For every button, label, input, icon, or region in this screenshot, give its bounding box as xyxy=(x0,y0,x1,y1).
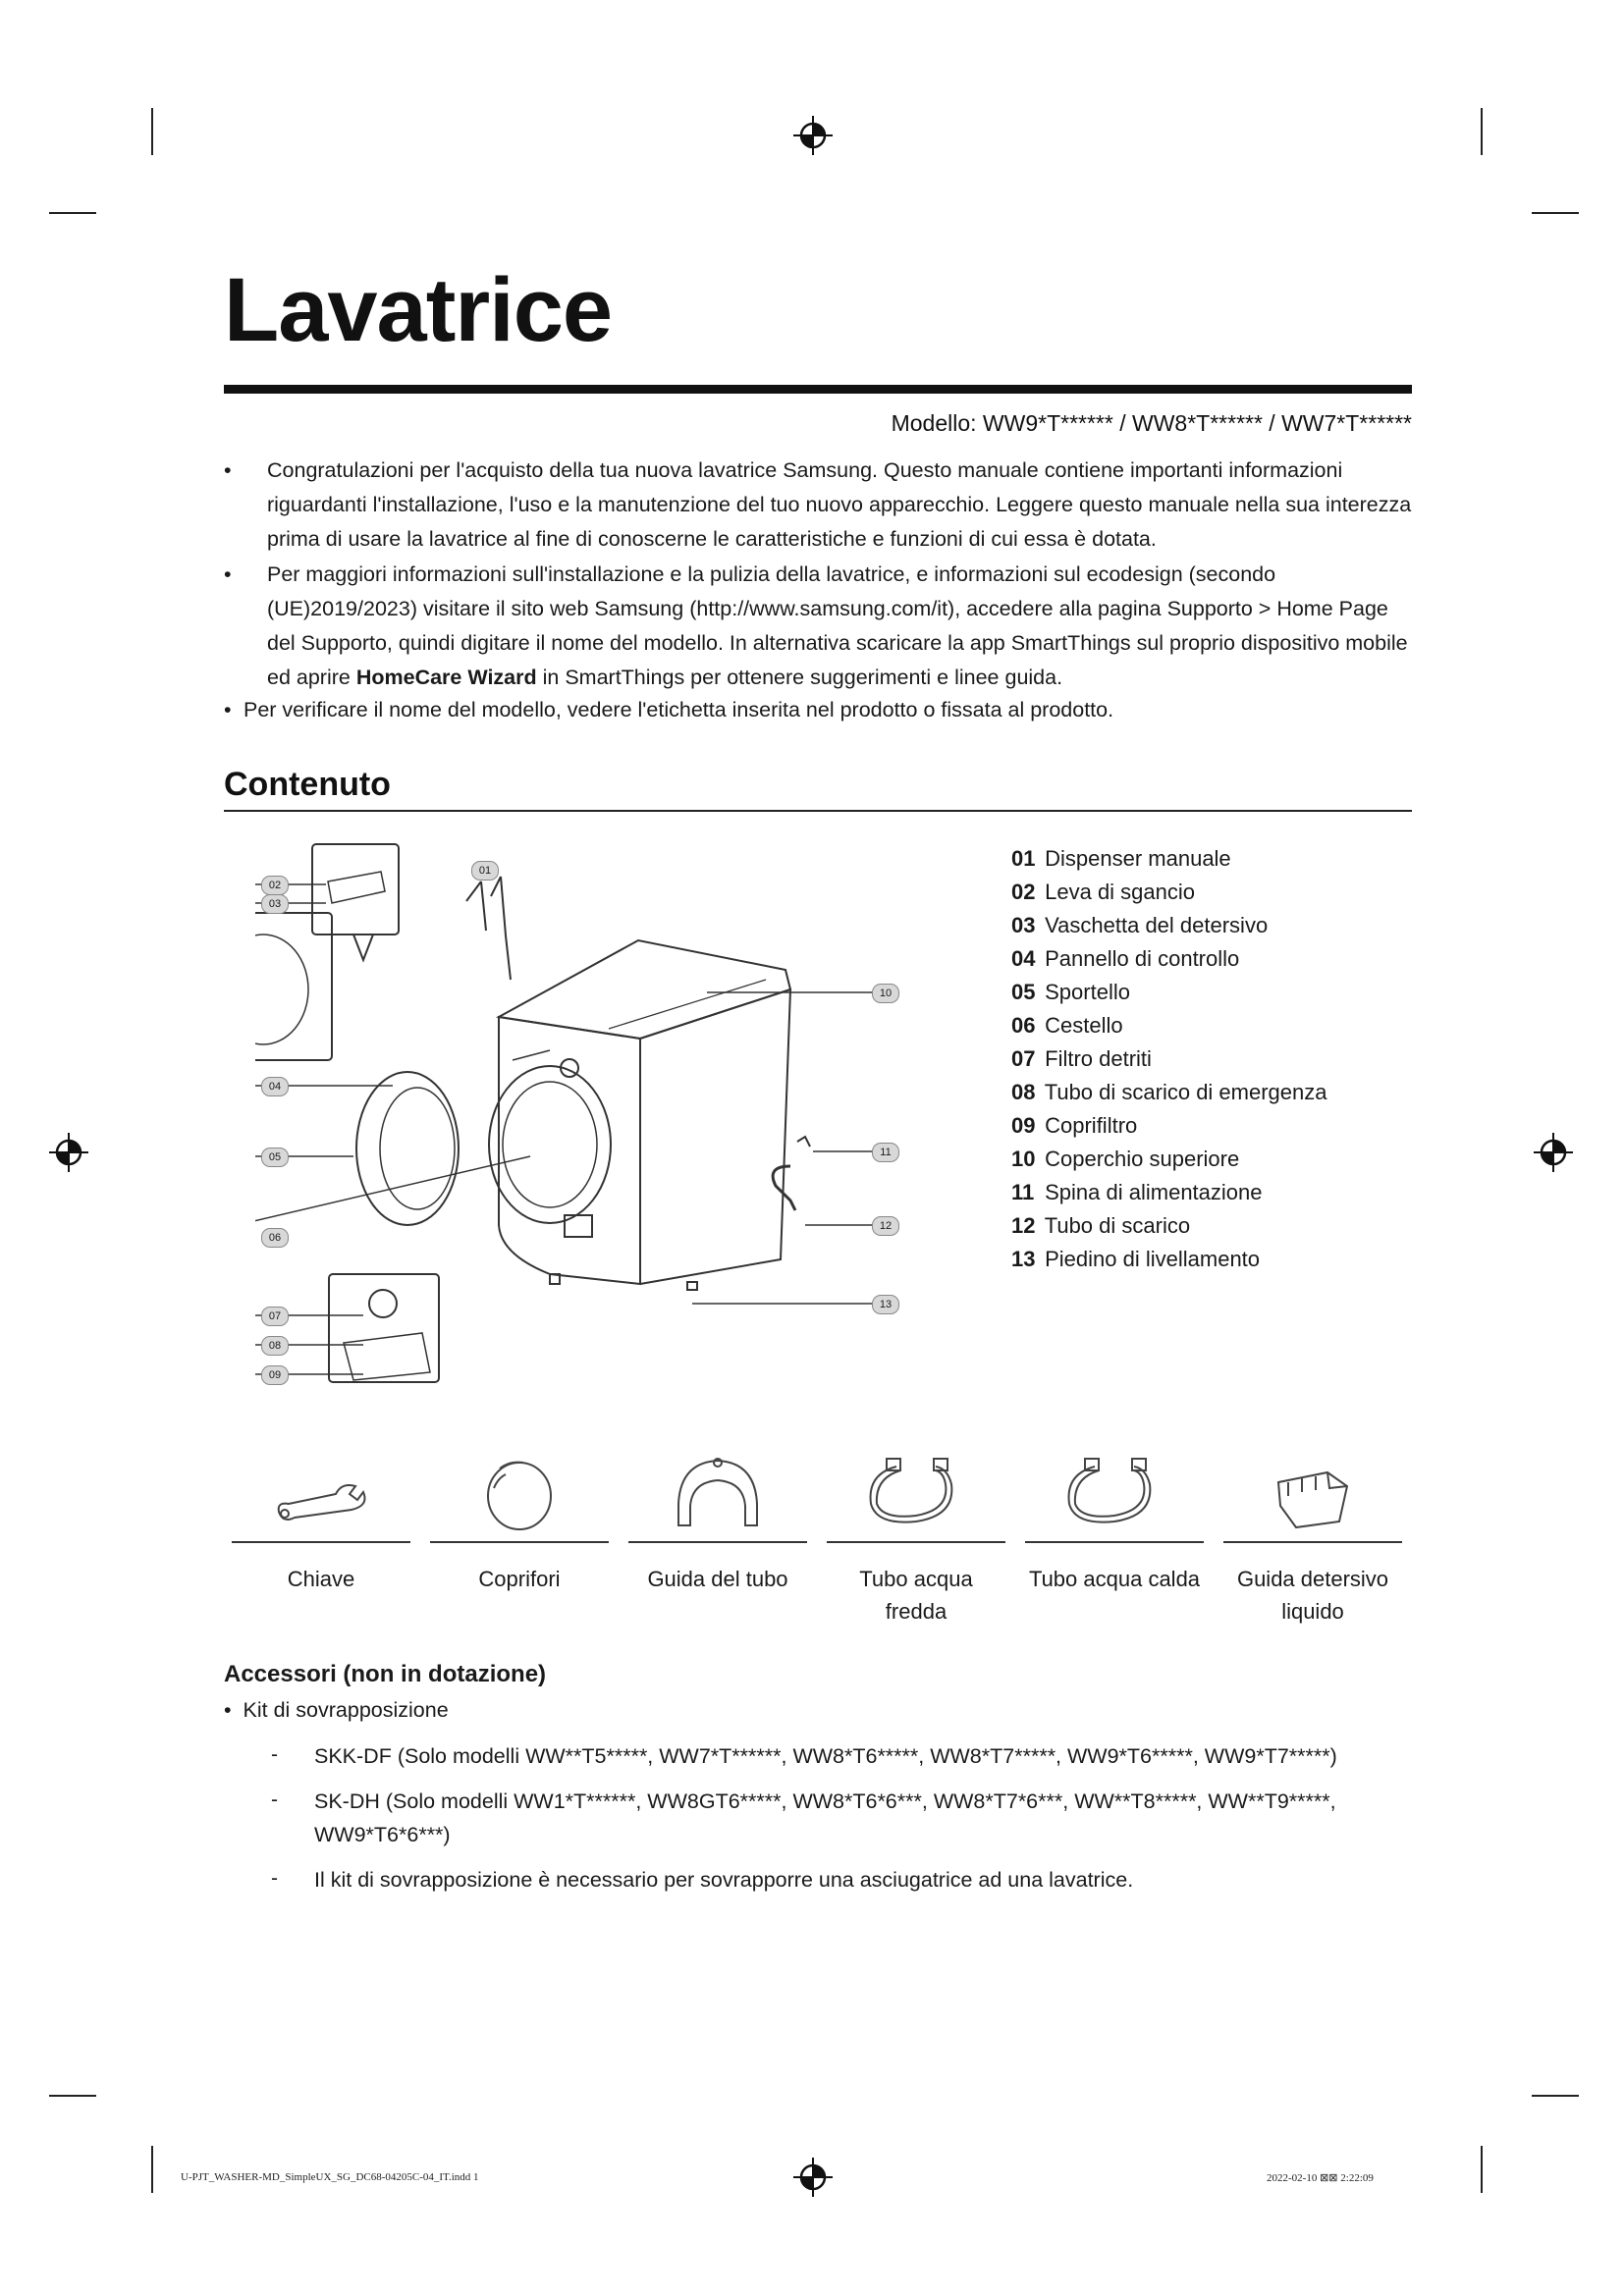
part-item xyxy=(1011,1042,1327,1076)
part-item xyxy=(1011,976,1327,1009)
badge-05: 05 xyxy=(261,1148,289,1167)
part-item xyxy=(1011,1176,1327,1209)
open-door xyxy=(356,1072,459,1225)
kit-sk-dh: SK-DH (Solo modelli WW1*T******, WW8GT6*****, WW8*T6*6***, WW8*T7*6***, WW**T8*****, WW**T9*****, xyxy=(314,1789,1336,1813)
part-item xyxy=(1011,1076,1327,1109)
bullet-dot: • xyxy=(224,458,232,482)
title-underline xyxy=(224,385,1412,394)
part-label: Tubo di scarico di emergenza xyxy=(1044,1080,1327,1104)
part-label: Coprifiltro xyxy=(1045,1113,1138,1138)
dash-1: - xyxy=(271,1743,278,1766)
model-line: Modello: WW9*T****** / WW8*T****** / WW7*T****** xyxy=(891,410,1412,436)
footer-filename: U-PJT_WASHER-MD_SimpleUX_SG_DC68-04205C-04_IT.indd 1 xyxy=(181,2171,479,2183)
inset-dispenser xyxy=(312,844,399,934)
crop-mark-top-right xyxy=(1481,108,1483,155)
registration-mark-bottom-icon xyxy=(791,2156,835,2199)
part-number: 13 xyxy=(1011,1247,1036,1271)
part-item xyxy=(1011,1143,1327,1176)
intro-text-2 xyxy=(267,558,1412,695)
intro-bullet-1 xyxy=(224,454,1412,561)
badge-08: 08 xyxy=(261,1336,289,1356)
accessory-tubo-calda xyxy=(1025,1453,1204,1595)
stacking-kit-item xyxy=(224,1693,449,1727)
kit-note: Il kit di sovrapposizione è necessario per sovrapporre una asciugatrice ad una lavatrice. xyxy=(314,1868,1134,1892)
part-item xyxy=(1011,909,1327,942)
badge-09: 09 xyxy=(261,1365,289,1385)
part-label: Pannello di controllo xyxy=(1045,946,1240,971)
accessory-guida-detersivo xyxy=(1223,1453,1402,1628)
badge-01: 01 xyxy=(471,861,499,881)
accessory-label: Guida detersivo liquido xyxy=(1236,1567,1389,1624)
machine-body-front xyxy=(499,1017,640,1284)
badge-02: 02 xyxy=(261,876,289,895)
dash-2: - xyxy=(271,1789,278,1811)
part-item xyxy=(1011,1009,1327,1042)
hose-guide-icon xyxy=(669,1455,767,1531)
badge-06: 06 xyxy=(261,1228,289,1248)
part-number: 10 xyxy=(1011,1147,1036,1171)
part-label: Leva di sgancio xyxy=(1045,880,1196,904)
kit-sk-dh-cont: WW9*T6*6***) xyxy=(314,1823,451,1846)
accessory-guida-tubo xyxy=(628,1453,807,1595)
badge-03: 03 xyxy=(261,894,289,914)
part-label: Cestello xyxy=(1045,1013,1123,1038)
hot-water-hose-icon xyxy=(1056,1455,1173,1531)
washing-machine-diagram xyxy=(255,842,903,1392)
part-number: 03 xyxy=(1011,913,1036,937)
crop-mark-top-left xyxy=(151,108,153,155)
accessory-tubo-fredda xyxy=(827,1453,1005,1628)
bullet-dot: • xyxy=(224,698,232,721)
accessory-label: Tubo acqua calda xyxy=(1028,1567,1201,1591)
badge-04: 04 xyxy=(261,1077,289,1096)
water-taps xyxy=(466,877,511,980)
part-item xyxy=(1011,1109,1327,1143)
accessory-chiave xyxy=(232,1453,410,1595)
part-number: 02 xyxy=(1011,880,1036,904)
part-label: Sportello xyxy=(1045,980,1130,1004)
badge-11: 11 xyxy=(872,1143,899,1162)
bullet-dot: • xyxy=(224,1698,232,1722)
part-number: 04 xyxy=(1011,946,1036,971)
page-title: Lavatrice xyxy=(224,260,613,360)
intro-bullet-3 xyxy=(224,693,1412,728)
badge-07: 07 xyxy=(261,1307,289,1326)
part-item xyxy=(1011,1209,1327,1243)
crop-mark-bottom-right-h xyxy=(1532,2095,1579,2097)
part-number: 01 xyxy=(1011,846,1036,871)
part-number: 12 xyxy=(1011,1213,1036,1238)
accessory-label: Tubo acqua fredda xyxy=(859,1567,973,1624)
wrench-icon xyxy=(267,1472,375,1531)
drum-opening xyxy=(489,1066,611,1223)
hole-cap-icon xyxy=(480,1455,559,1531)
kit-skk-df: SKK-DF (Solo modelli WW**T5*****, WW7*T******, WW8*T6*****, WW8*T7*****, WW9*T6*****, WW9*T7*****) xyxy=(314,1744,1337,1768)
accessory-coprifori xyxy=(430,1453,609,1595)
part-number: 11 xyxy=(1011,1180,1035,1204)
bullet-dot: • xyxy=(224,562,232,586)
crop-mark-bottom-right xyxy=(1481,2146,1483,2193)
intro-text-2a: Per maggiori informazioni sull'installazione e la pulizia della lavatrice, e informazioni sul ecodesign (secondo (UE)2019/2023) visitare il sito web Samsung (http://www.samsung.com/it), accedere alla pagina Supporto > Home Page del Supporto, quindi digitare il nome del modello. In alternativa scaricare la app SmartThings sul proprio dispositivo mobile ed aprire xyxy=(267,562,1408,689)
intro-text-3: Per verificare il nome del modello, vedere l'etichetta inserita nel prodotto o fissata al prodotto. xyxy=(244,698,1114,721)
accessory-label: Coprifori xyxy=(478,1567,561,1591)
part-number: 07 xyxy=(1011,1046,1036,1071)
registration-mark-top-icon xyxy=(791,114,835,157)
parts-list xyxy=(1011,842,1327,1276)
part-label: Spina di alimentazione xyxy=(1045,1180,1263,1204)
optional-accessories-title: Accessori (non in dotazione) xyxy=(224,1661,547,1687)
stacking-kit-label: Kit di sovrapposizione xyxy=(243,1698,449,1722)
part-label: Filtro detriti xyxy=(1045,1046,1152,1071)
intro-text-2b: in SmartThings per ottenere suggerimenti e linee guida. xyxy=(536,666,1063,689)
intro-text-1: Congratulazioni per l'acquisto della tua nuova lavatrice Samsung. Questo manuale contiene importanti informazioni riguardanti l'installazione, l'uso e la manutenzione del tuo nuovo apparecchio. Leggere questo manuale nella sua interezza prima di usare la lavatrice al fine di conoscerne le caratteristiche e funzioni di cui essa è dotata. xyxy=(267,458,1412,551)
badge-13: 13 xyxy=(872,1295,899,1314)
section-rule xyxy=(224,810,1412,812)
cold-water-hose-icon xyxy=(857,1455,975,1531)
part-number: 05 xyxy=(1011,980,1036,1004)
crop-mark-top-left-h xyxy=(49,212,96,214)
part-label: Dispenser manuale xyxy=(1045,846,1231,871)
accessory-label: Guida del tubo xyxy=(647,1567,788,1591)
badge-12: 12 xyxy=(872,1216,899,1236)
registration-mark-left-icon xyxy=(47,1131,90,1174)
part-item xyxy=(1011,842,1327,876)
dash-3: - xyxy=(271,1867,278,1890)
part-label: Piedino di livellamento xyxy=(1045,1247,1261,1271)
part-number: 09 xyxy=(1011,1113,1036,1138)
intro-bullet-2 xyxy=(224,558,1412,695)
registration-mark-right-icon xyxy=(1532,1131,1575,1174)
accessory-label: Chiave xyxy=(287,1567,355,1591)
homecare-wizard-label: HomeCare Wizard xyxy=(355,666,537,689)
badge-10: 10 xyxy=(872,984,899,1003)
crop-mark-bottom-left xyxy=(151,2146,153,2193)
crop-mark-bottom-left-h xyxy=(49,2095,96,2097)
part-number: 08 xyxy=(1011,1080,1036,1104)
part-item xyxy=(1011,1243,1327,1276)
part-item xyxy=(1011,942,1327,976)
power-plug xyxy=(797,1137,810,1147)
machine-side xyxy=(640,989,790,1284)
part-number: 06 xyxy=(1011,1013,1036,1038)
crop-mark-top-right-h xyxy=(1532,212,1579,214)
part-item xyxy=(1011,876,1327,909)
part-label: Vaschetta del detersivo xyxy=(1045,913,1269,937)
part-label: Tubo di scarico xyxy=(1044,1213,1191,1238)
part-label: Coperchio superiore xyxy=(1045,1147,1240,1171)
section-title-contenuto: Contenuto xyxy=(224,766,391,803)
liquid-detergent-guide-icon xyxy=(1269,1463,1357,1531)
machine-top xyxy=(499,940,790,1039)
footer-timestamp: 2022-02-10 ⊠⊠ 2:22:09 xyxy=(1267,2172,1374,2184)
